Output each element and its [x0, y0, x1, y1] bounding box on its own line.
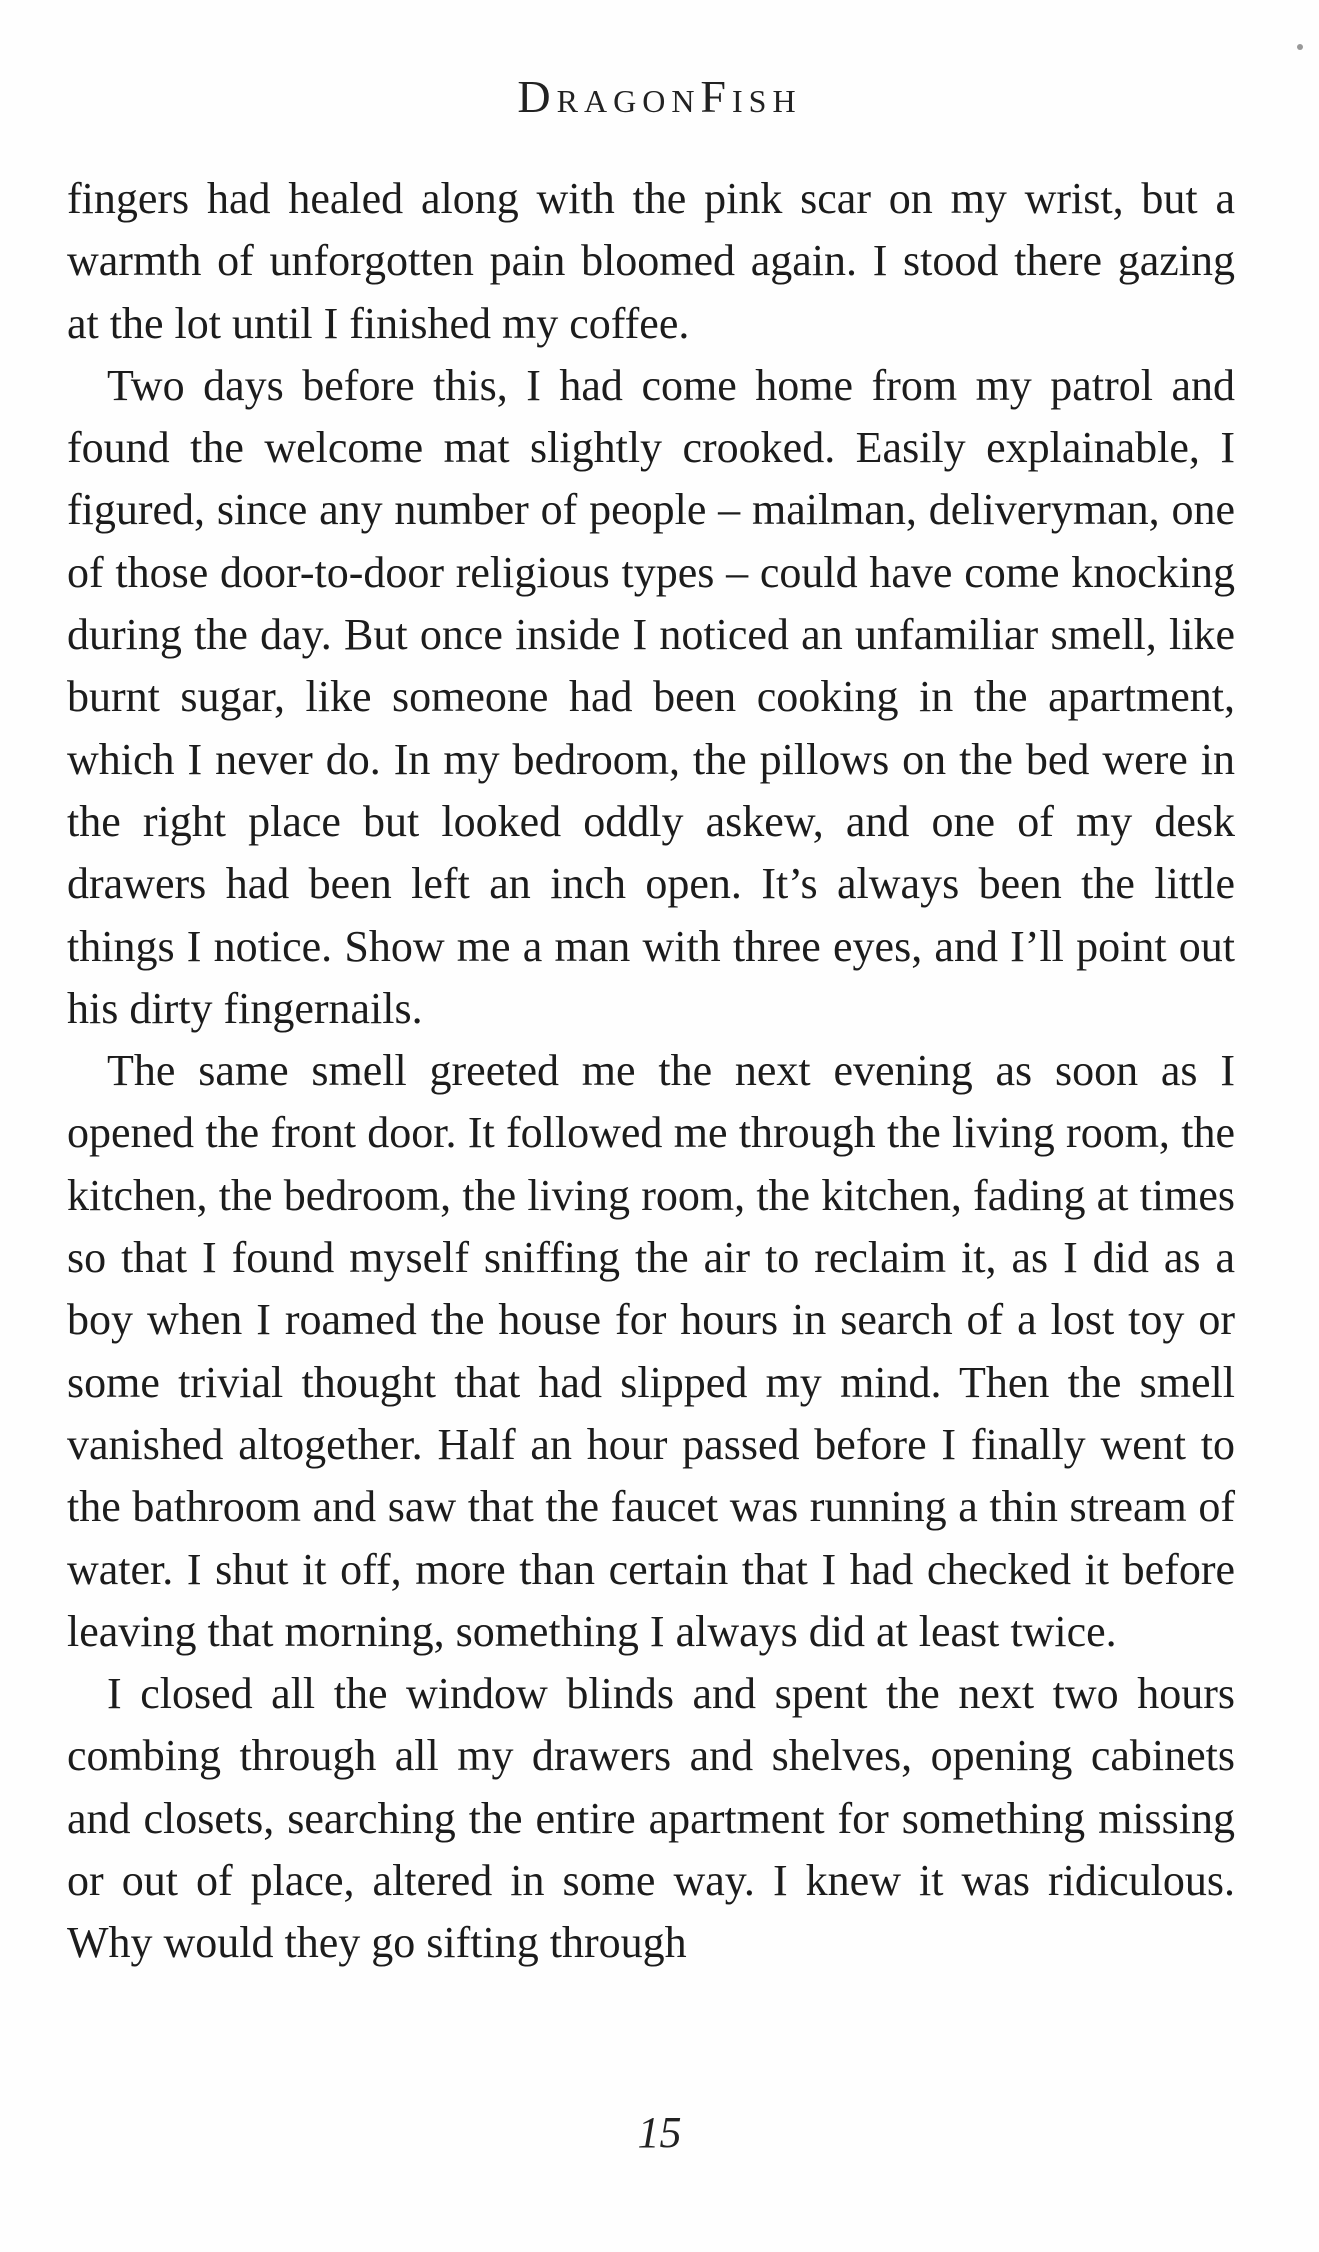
paragraph-2: Two days before this, I had come home from my patrol and found the welcome mat slightly crooked. Easily explainable, I figured, since any number of people – mailman, deliveryman, one of those door-to-door religious types – could have come knocking during the day. But once inside I noticed an unfamiliar smell, like burnt sugar, like someone had been cooking in the apartment, which I never do. In my bedroom, the pillows on the bed were in the right place but looked oddly askew, and one of my desk drawers had been left an inch open. It’s always been the little things I notice. Show me a man with three eyes, and I’ll point out his dirty fingernails. [67, 360, 1235, 1033]
paragraph-1: fingers had healed along with the pink scar on my wrist, but a warmth of unforgotten pain bloomed again. I stood there gazing at the lot until I finished my coffee. [67, 174, 1235, 348]
body-text [67, 168, 1235, 1975]
scan-speck [1297, 44, 1303, 50]
running-title: DragonFish [517, 71, 802, 122]
paragraph-4: I closed all the window blinds and spent the next two hours combing through all my drawers and shelves, opening cabinets and closets, searching the entire apartment for something missing or out of place, altered in some way. I knew it was ridiculous. Why would they go sifting through [67, 1669, 1235, 1968]
page-number: 15 [637, 2108, 682, 2157]
paragraph-3: The same smell greeted me the next evening as soon as I opened the front door. It followed me through the living room, the kitchen, the bedroom, the living room, the kitchen, fading at times so that I found myself sniffing the air to reclaim it, as I did as a boy when I roamed the house for hours in search of a lost toy or some trivial thought that had slipped my mind. Then the smell vanished altogether. Half an hour passed before I finally went to the bathroom and saw that the faucet was running a thin stream of water. I shut it off, more than certain that I had checked it before leaving that morning, something I always did at least twice. [67, 1046, 1235, 1656]
